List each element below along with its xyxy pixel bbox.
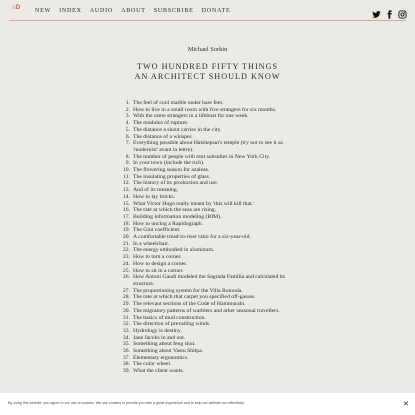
list-item-number: 7.: [125, 140, 130, 147]
list-item-number: 2.: [125, 106, 130, 113]
list-item-text: How to turn a corner.: [133, 254, 182, 261]
list-item-number: 35.: [122, 341, 130, 348]
list-item-text: The history of its production and use.: [133, 180, 219, 187]
list-item-text: The relevant sections of the Code of Hammurabi.: [133, 301, 246, 308]
list-item-number: 8.: [125, 153, 130, 160]
list-item-text: With the same strangers in a lifeboat for one week.: [133, 113, 249, 120]
list-item-number: 20.: [122, 234, 130, 241]
list-item: [118, 201, 298, 208]
list-item-text: The direction of prevailing winds.: [133, 321, 211, 328]
list-item-text: How to live in a small room with five strangers for six months.: [133, 106, 277, 113]
list-item: [118, 100, 298, 107]
close-icon[interactable]: ✕: [403, 401, 409, 408]
list-item-text: What Victor Hugo really meant by 'this will kill that.': [133, 200, 255, 207]
list-item-text: The flowering season for azaleas.: [133, 167, 210, 174]
list-item-text: What the client wants.: [133, 368, 184, 375]
list-item-text: How Antoni Gaudí modeled the Sagrada Família and calculated its structure.: [133, 274, 286, 287]
list-item-number: 28.: [122, 294, 130, 301]
list-item-number: 12.: [122, 180, 130, 187]
list-item: [118, 247, 298, 254]
list-item-number: 6.: [125, 133, 130, 140]
list-item-text: Something about feng shui.: [133, 341, 196, 348]
social-links: [372, 6, 407, 15]
list-item-number: 19.: [122, 227, 130, 234]
nav-about[interactable]: ABOUT: [121, 8, 146, 14]
list-item-number: 36.: [122, 348, 130, 355]
list-item-number: 16.: [122, 207, 130, 214]
list-item-text: The rate at which that carpet you specified off-gasses.: [133, 294, 256, 301]
nav-donate[interactable]: DONATE: [201, 8, 231, 14]
facebook-icon[interactable]: [385, 6, 394, 15]
list-item-number: 13.: [122, 187, 130, 194]
list-item: [118, 127, 298, 134]
list-item: [118, 234, 298, 241]
list-item-text: How to lay bricks.: [133, 193, 176, 200]
list-item: [118, 261, 298, 268]
list-item: [118, 308, 298, 315]
list-item-number: 15.: [122, 200, 130, 207]
list-item-text: The proportioning system for the Villa Rotonda.: [133, 287, 243, 294]
list-item-text: Something about Vastu Shilpa.: [133, 348, 204, 355]
list-item-text: Jane Jacobs in and out.: [133, 334, 186, 341]
list-item: [118, 321, 298, 328]
instagram-icon[interactable]: [398, 6, 407, 15]
list-item: [118, 241, 298, 248]
list-item-number: 24.: [122, 260, 130, 267]
list-item-number: 32.: [122, 321, 130, 328]
list-item: [118, 348, 298, 355]
list-item: [118, 361, 298, 368]
list-item-text: The modulus of rupture.: [133, 120, 189, 127]
list-item-number: 1.: [125, 100, 130, 106]
list-item-text: The energy embodied in aluminum.: [133, 247, 215, 254]
top-navigation-bar: [0, 0, 415, 22]
list-item-text: The insulating properties of glass.: [133, 173, 211, 180]
list-item-number: 33.: [122, 327, 130, 334]
list-item-text: Elementary ergonomics.: [133, 354, 189, 361]
list-item-text: How to unclog a Rapidograph.: [133, 220, 203, 227]
list-item-text: The distance a shout carries in the city.: [133, 126, 222, 133]
list-item-text: The feel of cool marble under bare feet.: [133, 100, 224, 106]
list-item: [118, 194, 298, 201]
list-item: [118, 368, 298, 375]
nav-index[interactable]: INDEX: [59, 8, 82, 14]
list-item-text: Everything possible about Hatshepsut's temple (try not to see it as 'modernist' avant la lettre).: [133, 140, 283, 153]
article-list: [118, 100, 298, 375]
site-logo[interactable]: ∴D: [12, 5, 21, 11]
list-item-number: 10.: [122, 167, 130, 174]
article-author: Michael Sorkin: [187, 46, 228, 53]
list-item-number: 37.: [122, 354, 130, 361]
article-title: [0, 62, 415, 82]
list-item-number: 14.: [122, 193, 130, 200]
list-item-number: 38.: [122, 361, 130, 368]
list-item: [118, 207, 298, 214]
title-line-2: AN ARCHITECT SHOULD KNOW: [134, 72, 281, 81]
list-item-text: The color wheel.: [133, 361, 172, 368]
list-item-text: The migratory patterns of warblers and other seasonal travellers.: [133, 307, 280, 314]
list-item-number: 3.: [125, 113, 130, 120]
title-line-1: TWO HUNDRED FIFTY THINGS: [136, 62, 279, 71]
list-item-text: Hydrology is destiny.: [133, 327, 182, 334]
list-item-text: How to sit in a corner.: [133, 267, 184, 274]
list-item-text: In a wheelchair.: [133, 240, 170, 247]
list-item-text: And of its meaning.: [133, 187, 179, 194]
list-item-number: 29.: [122, 301, 130, 308]
list-item-number: 5.: [125, 126, 130, 133]
list-item-number: 17.: [122, 213, 130, 220]
header-divider: [9, 20, 406, 21]
twitter-icon[interactable]: [372, 6, 381, 15]
list-item: [118, 167, 298, 174]
list-item-text: The number of people with rent subsidies in New York City.: [133, 153, 271, 160]
cookie-message: By using this website, you agree to our use of cookies. We use cookies to provide you with a great experience and to help our website run effectively.: [8, 401, 245, 405]
list-item-text: The basics of mud construction.: [133, 314, 206, 321]
list-item-number: 23.: [122, 254, 130, 261]
list-item-number: 18.: [122, 220, 130, 227]
list-item: [118, 355, 298, 362]
list-item: [118, 274, 298, 287]
list-item: [118, 341, 298, 348]
list-item-number: 4.: [125, 120, 130, 127]
nav-subscribe[interactable]: SUBSCRIBE: [153, 8, 194, 14]
list-item-text: The distance of a whisper.: [133, 133, 193, 140]
list-item-text: In your town (include the rich).: [133, 160, 205, 167]
list-item-number: 39.: [122, 368, 130, 375]
main-nav: [35, 8, 230, 14]
list-item: [118, 214, 298, 221]
list-item-number: 25.: [122, 267, 130, 274]
list-item: [118, 187, 298, 194]
list-item: [118, 140, 298, 153]
list-item: [118, 328, 298, 335]
list-item-text: Building information modeling (BIM).: [133, 213, 222, 220]
list-item-text: A comfortable tread-to-riser ratio for a six-year-old.: [133, 234, 251, 241]
list-item: [118, 120, 298, 127]
list-item-text: The rate at which the seas are rising.: [133, 207, 217, 214]
list-item: [118, 301, 298, 308]
list-item-number: 31.: [122, 314, 130, 321]
list-item-number: 11.: [123, 173, 130, 180]
list-item-number: 22.: [122, 247, 130, 254]
list-item-text: How to design a corner.: [133, 260, 188, 267]
nav-audio[interactable]: AUDIO: [89, 8, 114, 14]
list-item-number: 27.: [122, 287, 130, 294]
list-item-number: 34.: [122, 334, 130, 341]
list-item: [118, 268, 298, 275]
list-item-number: 21.: [122, 240, 130, 247]
list-item-text: The Gini coefficient.: [133, 227, 181, 234]
list-item-number: 26.: [122, 274, 130, 281]
list-item-number: 9.: [125, 160, 130, 167]
cookie-banner: [0, 393, 415, 415]
list-item-number: 30.: [122, 307, 130, 314]
nav-new[interactable]: NEW: [35, 8, 52, 14]
list-item: [118, 254, 298, 261]
